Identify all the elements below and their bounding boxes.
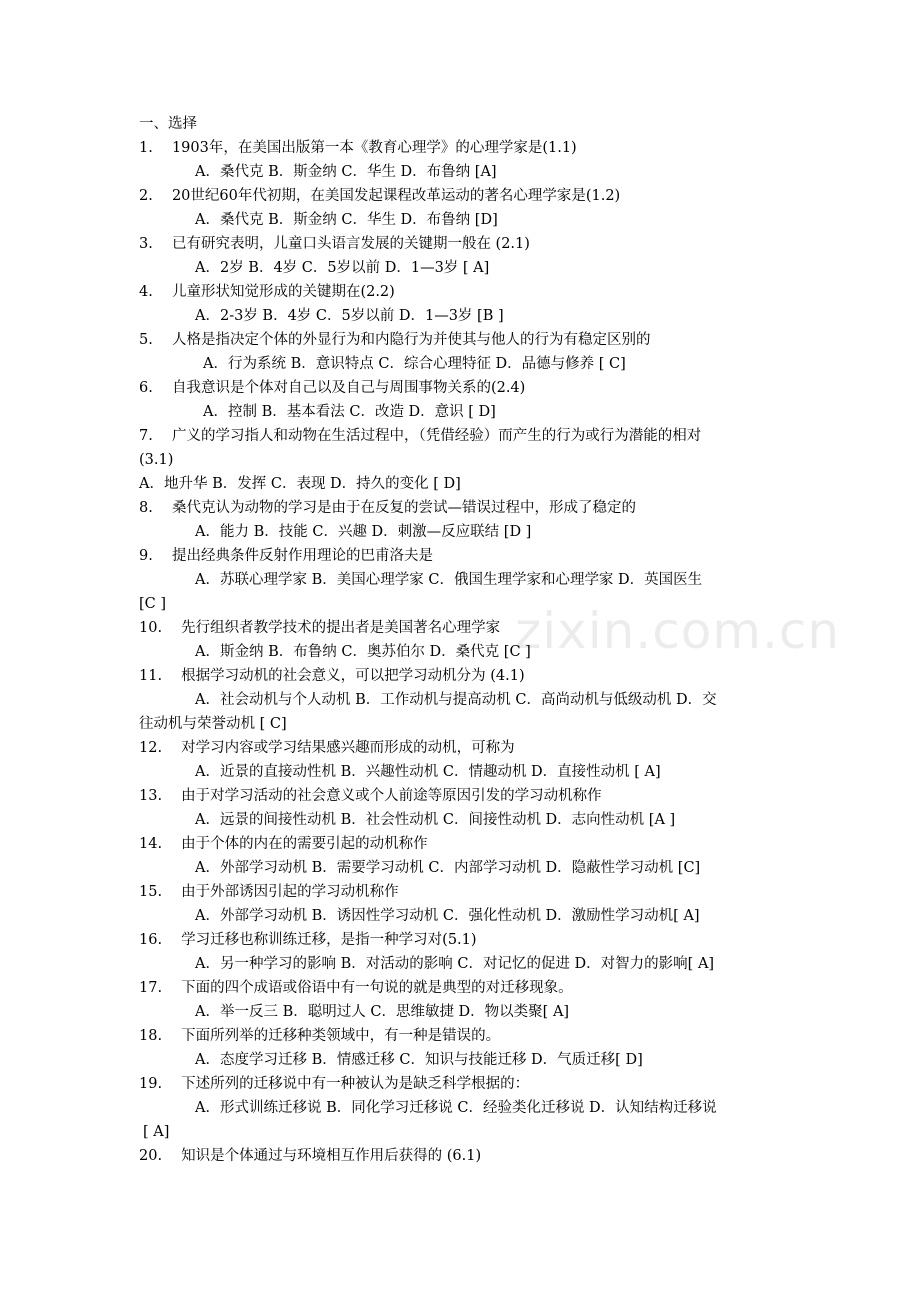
options-line: A．举一反三 B．聪明过人 C．思维敏捷 D．物以类聚[ A] [195, 1004, 570, 1020]
question-line: 14. 由于个体的内在的需要引起的动机称作 [139, 836, 428, 852]
question-line: 10. 先行组织者教学技术的提出者是美国著名心理学家 [139, 620, 501, 636]
options-line: A．2岁 B．4岁 C．5岁以前 D．1—3岁 [ A] [195, 260, 490, 276]
question-line: 16. 学习迁移也称训练迁移，是指一种学习对(5.1) [139, 932, 477, 948]
options-line: A．外部学习动机 B．需要学习动机 C．内部学习动机 D．隐蔽性学习动机 [C] [195, 860, 701, 876]
options-line: A．形式训练迁移说 B．同化学习迁移说 C．经验类化迁移说 D．认知结构迁移说 [195, 1100, 717, 1116]
question-line: 12. 对学习内容或学习结果感兴趣而形成的动机，可称为 [139, 740, 515, 756]
answer-line: [ A] [143, 1124, 170, 1140]
question-line: 15. 由于外部诱因引起的学习动机称作 [139, 884, 399, 900]
question-line: 19. 下述所列的迁移说中有一种被认为是缺乏科学根据的： [139, 1076, 530, 1092]
options-line: A．苏联心理学家 B．美国心理学家 C．俄国生理学家和心理学家 D．英国医生 [195, 572, 703, 588]
question-line: 4. 儿童形状知觉形成的关键期在(2.2) [139, 284, 395, 300]
question-line: 2. 20世纪60年代初期，在美国发起课程改革运动的著名心理学家是(1.2) [139, 188, 621, 204]
question-line-continued: (3.1) [139, 452, 174, 468]
question-line: 1. 1903年，在美国出版第一本《教育心理学》的心理学家是(1.1) [139, 140, 577, 156]
question-line: 20. 知识是个体通过与环境相互作用后获得的 (6.1) [139, 1148, 482, 1164]
question-line: 3. 已有研究表明，儿童口头语言发展的关键期一般在 (2.1) [139, 236, 530, 252]
question-line: 9. 提出经典条件反射作用理论的巴甫洛夫是 [139, 548, 433, 564]
options-line: A．桑代克 B．斯金纳 C．华生 D．布鲁纳 [A] [195, 164, 497, 180]
options-line: A．另一种学习的影响 B．对活动的影响 C．对记忆的促进 D．对智力的影响[ A] [195, 956, 715, 972]
options-line: A．桑代克 B．斯金纳 C．华生 D．布鲁纳 [D] [195, 212, 498, 228]
options-line: A．地升华 B．发挥 C．表现 D．持久的变化 [ D] [139, 476, 461, 492]
question-line: 11. 根据学习动机的社会意义，可以把学习动机分为 (4.1) [139, 668, 525, 684]
question-line: 8. 桑代克认为动物的学习是由于在反复的尝试—错误过程中，形成了稳定的 [139, 500, 636, 516]
question-line: 17. 下面的四个成语或俗语中有一句说的就是典型的对迁移现象。 [139, 980, 573, 996]
options-line: A．斯金纳 B．布鲁纳 C．奥苏伯尔 D．桑代克 [C ] [195, 644, 531, 660]
options-line: A．近景的直接动性机 B．兴趣性动机 C．情趣动机 D．直接性动机 [ A] [195, 764, 661, 780]
options-line: A．控制 B．基本看法 C．改造 D．意识 [ D] [203, 404, 496, 420]
question-line: 13. 由于对学习活动的社会意义或个人前途等原因引发的学习动机称作 [139, 788, 602, 804]
watermark: zixin.com.cn [515, 602, 841, 660]
options-line: A．外部学习动机 B．诱因性学习动机 C．强化性动机 D．激励性学习动机[ A] [195, 908, 700, 924]
section-heading: 一、选择 [139, 116, 197, 132]
question-line: 18. 下面所列举的迁移种类领域中，有一种是错误的。 [139, 1028, 501, 1044]
options-line: A．态度学习迁移 B．情感迁移 C．知识与技能迁移 D．气质迁移[ D] [195, 1052, 643, 1068]
options-line: A．社会动机与个人动机 B．工作动机与提高动机 C．高尚动机与低级动机 D．交 [195, 692, 717, 708]
question-line: 5. 人格是指决定个体的外显行为和内隐行为并使其与他人的行为有稳定区别的 [139, 332, 651, 348]
options-line: A．远景的间接性动机 B．社会性动机 C．间接性动机 D．志向性动机 [A ] [195, 812, 676, 828]
options-line: A．2-3岁 B．4岁 C．5岁以前 D．1—3岁 [B ] [195, 308, 504, 324]
answer-line: [C ] [139, 596, 167, 612]
question-line: 7. 广义的学习指人和动物在生活过程中，（凭借经验）而产生的行为或行为潜能的相对 [139, 428, 702, 444]
question-line: 6. 自我意识是个体对自己以及自己与周围事物关系的(2.4) [139, 380, 526, 396]
options-line: A．能力 B．技能 C．兴趣 D．刺激—反应联结 [D ] [195, 524, 532, 540]
options-line: A．行为系统 B．意识特点 C．综合心理特征 D．品德与修养 [ C] [203, 356, 626, 372]
options-line-continued: 往动机与荣誉动机 [ C] [139, 716, 287, 732]
